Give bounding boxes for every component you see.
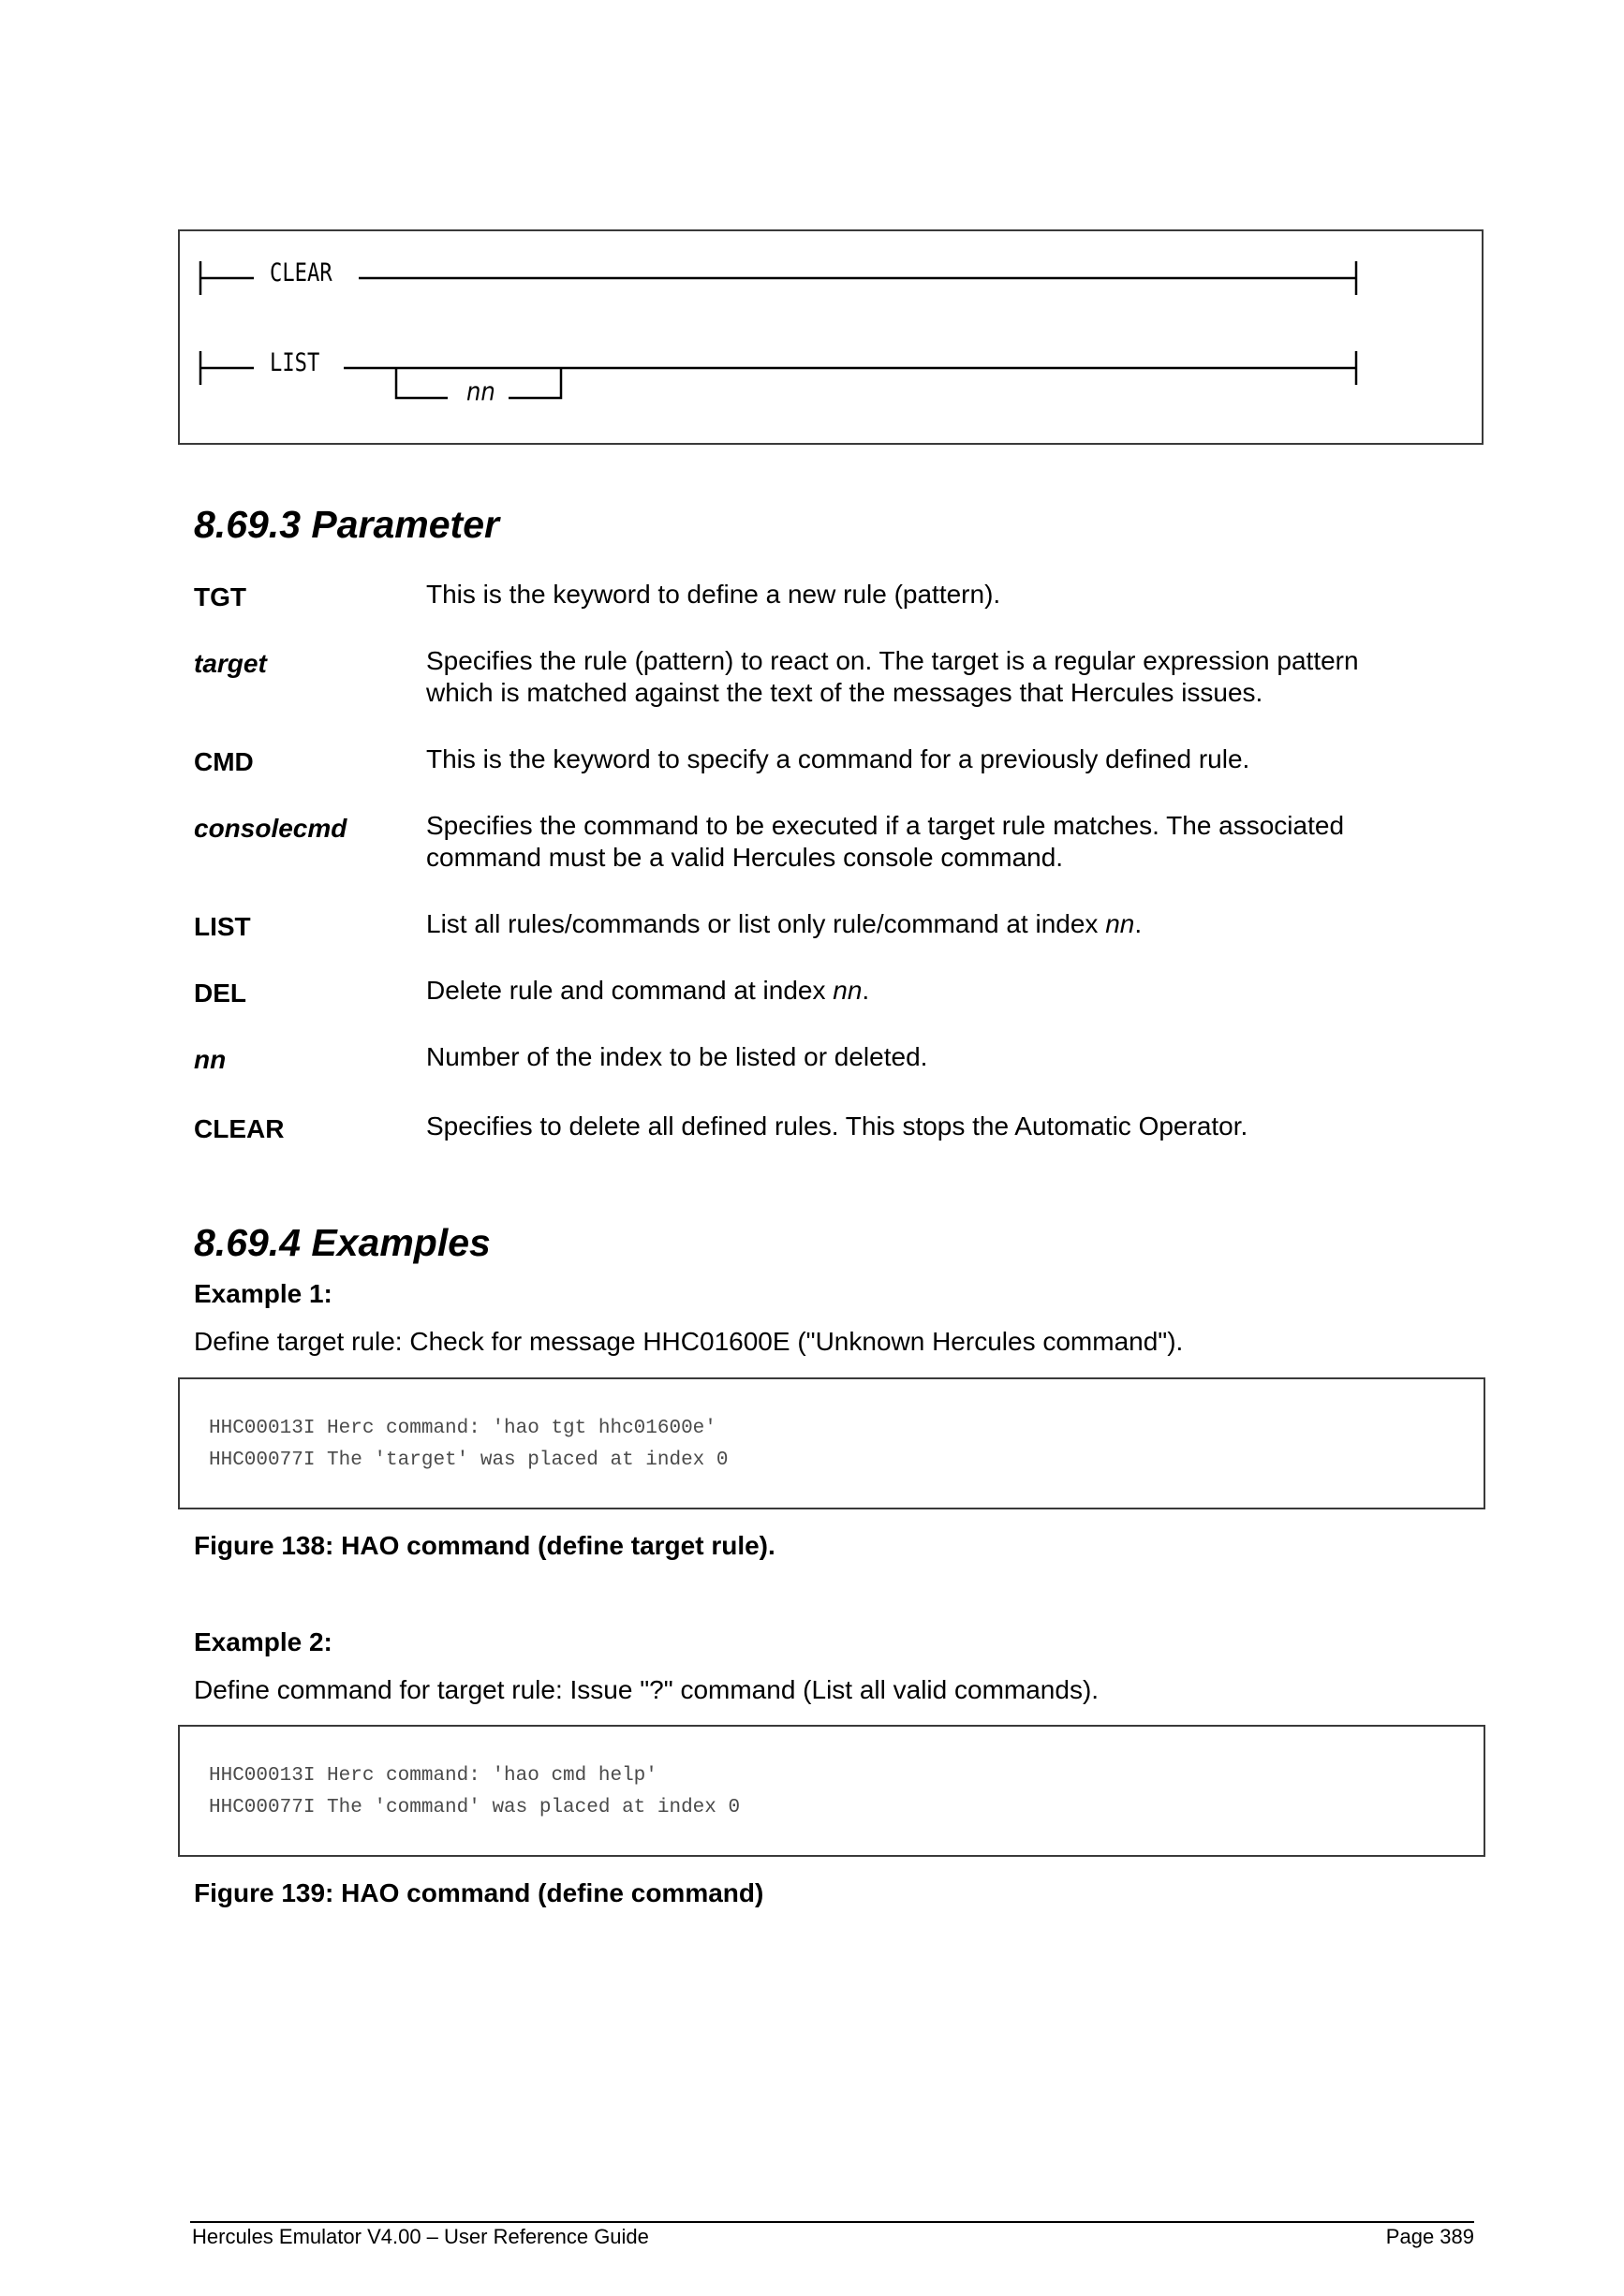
section-heading-parameter: 8.69.3 Parameter xyxy=(194,503,499,546)
param-desc-end: . xyxy=(1134,909,1143,938)
param-desc-text: Delete rule and command at index xyxy=(426,976,834,1005)
param-desc: This is the keyword to specify a command for a previously defined rule. xyxy=(426,744,1250,773)
param-desc: This is the keyword to define a new rule (pattern). xyxy=(426,580,1001,609)
figure-caption: Figure 139: HAO command (define command) xyxy=(194,1878,764,1907)
param-desc xyxy=(426,908,1142,940)
syntax-optional-nn: nn xyxy=(466,377,495,406)
footer-divider xyxy=(190,2221,1474,2223)
param-label: TGT xyxy=(194,582,246,611)
param-desc-var: nn xyxy=(833,976,863,1005)
code-line: HHC00077I The 'target' was placed at index 0 xyxy=(209,1450,729,1471)
param-desc-var: nn xyxy=(1105,909,1135,938)
param-desc-line-2: command must be a valid Hercules console command. xyxy=(426,843,1064,872)
code-line: HHC00013I Herc command: 'hao tgt hhc01600e' xyxy=(209,1418,716,1439)
section-heading-examples: 8.69.4 Examples xyxy=(194,1221,491,1264)
param-desc-line-2: which is matched against the text of the messages that Hercules issues. xyxy=(426,678,1263,707)
param-desc-line-1: Specifies the rule (pattern) to react on. The target is a regular expression pattern xyxy=(426,646,1359,675)
param-desc: Specifies to delete all defined rules. This stops the Automatic Operator. xyxy=(426,1111,1248,1141)
code-line: HHC00013I Herc command: 'hao cmd help' xyxy=(209,1765,657,1787)
example-label: Example 1: xyxy=(194,1279,332,1308)
param-label: target xyxy=(194,649,267,678)
param-label: consolecmd xyxy=(194,814,347,843)
param-label: nn xyxy=(194,1045,227,1074)
param-desc-line-1: Specifies the command to be executed if a target rule matches. The associated xyxy=(426,811,1345,840)
code-block xyxy=(178,1725,1485,1857)
syntax-keyword-list: LIST xyxy=(270,348,320,377)
footer-title: Hercules Emulator V4.00 – User Reference Guide xyxy=(192,2225,649,2248)
figure-caption: Figure 138: HAO command (define target rule). xyxy=(194,1531,775,1560)
param-desc-text: List all rules/commands or list only rule/command at index xyxy=(426,909,1106,938)
syntax-diagram-box xyxy=(178,229,1484,445)
param-label: DEL xyxy=(194,979,246,1008)
syntax-keyword-clear: CLEAR xyxy=(270,258,332,287)
param-label: CMD xyxy=(194,747,254,776)
example-description: Define target rule: Check for message HHC01600E ("Unknown Hercules command"). xyxy=(194,1327,1184,1356)
param-label: CLEAR xyxy=(194,1114,285,1143)
example-description: Define command for target rule: Issue "?" command (List all valid commands). xyxy=(194,1675,1100,1704)
param-label: LIST xyxy=(194,912,251,941)
param-desc-end: . xyxy=(862,976,870,1005)
code-line: HHC00077I The 'command' was placed at index 0 xyxy=(209,1797,741,1818)
param-desc xyxy=(426,975,869,1007)
param-desc: Number of the index to be listed or deleted. xyxy=(426,1042,928,1071)
code-block xyxy=(178,1377,1485,1509)
example-label: Example 2: xyxy=(194,1627,332,1656)
footer-page-number: Page 389 xyxy=(1385,2225,1474,2248)
